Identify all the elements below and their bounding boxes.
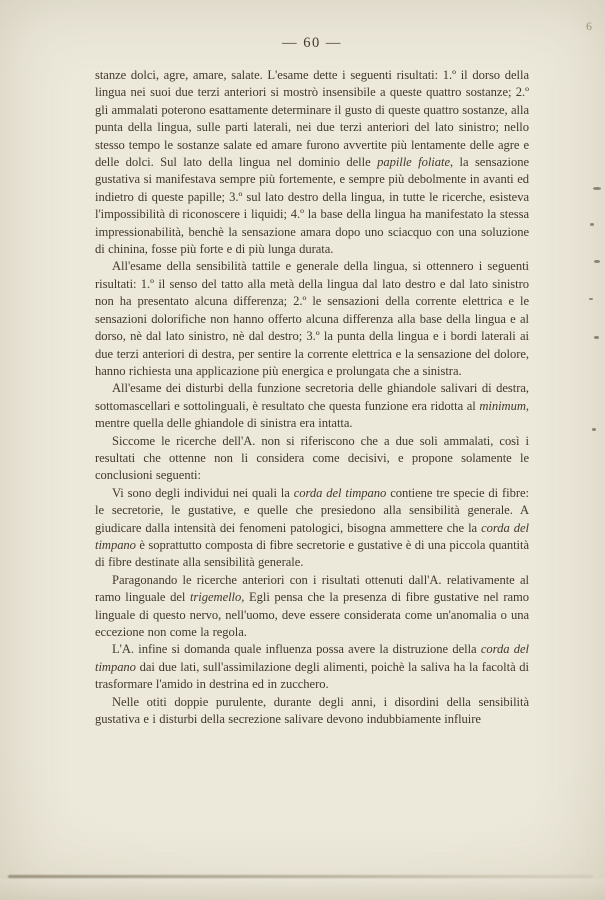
italic-run: corda del timpano <box>293 485 387 500</box>
paragraph <box>95 67 529 258</box>
text-run: All'esame dei disturbi della funzione secretoria delle ghiandole salivari di destra, sottomascellari e sottolinguali, è resultato che questa funzione era ridotta al <box>95 381 529 413</box>
paragraph <box>95 572 529 642</box>
corner-page-mark: 6 <box>586 19 592 33</box>
text-run: , mentre quella delle ghiandole di sinistra era intatta. <box>95 398 529 431</box>
page-edge-strip <box>0 879 605 900</box>
text-run: dai due lati, sull'assimilazione degli alimenti, poichè la saliva ha la facoltà di trasformare l'amido in destrina ed in zucchero. <box>95 659 529 692</box>
italic-run: minimum <box>479 398 526 413</box>
paragraph <box>95 258 529 380</box>
scan-artifact <box>594 336 599 339</box>
italic-run: corda del timpano <box>95 642 529 674</box>
text-run: Vi sono degli individui nei quali la <box>112 485 294 500</box>
paragraph <box>95 380 529 432</box>
italic-run: papille foliate <box>377 155 450 170</box>
text-run: Nelle otiti doppie purulente, durante degli anni, i disordini della sensibilità gustativa e i disturbi della secrezione salivare devono indubbiamente influire <box>95 694 529 727</box>
scan-artifact <box>589 298 593 300</box>
text-run: Siccome le ricerche dell'A. non si riferiscono che a due soli ammalati, così i resultati che ottenne non li considera come decisivi, e propone solamente le conclusioni seguenti: <box>95 433 529 483</box>
text-run: , la sensazione gustativa si manifestava sempre più fortemente, e sempre più debolmente in avanti ed indietro di queste papille; 3.º sul lato destro della lingua, in tutte le ricerche, esisteva l'impossibilità di riconoscere i liquidi; 4.º la base della lingua ha manifestato la stessa impressionabilità, benchè la sensazione amara dopo uno sciacquo con una soluzione di chinina, fosse più forte e di più lunga durata. <box>95 155 530 257</box>
scan-artifact <box>590 223 594 226</box>
text-run: All'esame della sensibilità tattile e generale della lingua, si ottennero i seguenti risultati: 1.º il senso del tatto alla metà della lingua dal lato destro e dal lato sinistro non ha presentato alcuna differenza; 2.º le sensazioni della corrente elettrica e le sensazioni dolorifiche non hanno offerto alcuna differenza alla base della lingua e al dorso, nè dal lato sinistro, nè dal destro; 3.º la punta della lingua e i bordi laterali ai due terzi anteriori di destra, per sentire la corrente elettrica e la sensazione del dolore, hanno richiesta una applicazione più energica e prolungata che a sinistra. <box>95 259 529 378</box>
page-edge-shadow <box>8 875 593 878</box>
italic-run: trigemello <box>189 590 242 605</box>
text-run: L'A. infine si domanda quale influenza possa avere la distruzione della <box>112 642 481 657</box>
paragraph <box>95 694 529 729</box>
paragraph <box>95 433 529 485</box>
scan-artifact <box>594 260 600 263</box>
page-number: — 60 — <box>282 35 342 51</box>
scan-artifact <box>592 428 596 431</box>
text-run: stanze dolci, agre, amare, salate. L'esame dette i seguenti risultati: 1.º il dorso della lingua nei suoi due terzi anteriori si mostrò insensibile a queste quattro sostanze; 2.º gli ammalati poterono esattamente determinare il gusto di queste quattro sostanze, alla punta della lingua, sulle parti laterali, nei due terzi anteriori del lato sinistro; nello stesso tempo le sostanze salate ed amare furono avvertite più lentamente delle agre e delle dolci. Sul lato della lingua nel dominio delle <box>95 68 529 170</box>
text-block <box>95 67 529 728</box>
text-run: Paragonando le ricerche anteriori con i risultati ottenuti dall'A. relativamente al ramo linguale del <box>95 572 529 605</box>
scan-artifact <box>593 187 601 190</box>
paragraph <box>95 641 529 693</box>
paragraph <box>95 485 529 572</box>
italic-run: corda del timpano <box>95 520 529 552</box>
text-run: è soprattutto composta di fibre secretorie e gustative è di una piccola quantità di fibre destinate alla sensibilità generale. <box>95 537 529 570</box>
text-run: , Egli pensa che la presenza di fibre gustative nel ramo linguale di questo nervo, nell'uomo, deve essere considerata come un'anomalia o una eccezione non come la regola. <box>95 590 529 639</box>
text-run: contiene tre specie di fibre: le secretorie, le gustative, e quelle che presiedono alla sensibilità generale. A giudicare dalla intensità dei fenomeni patologici, bisogna ammettere che la <box>95 485 529 535</box>
